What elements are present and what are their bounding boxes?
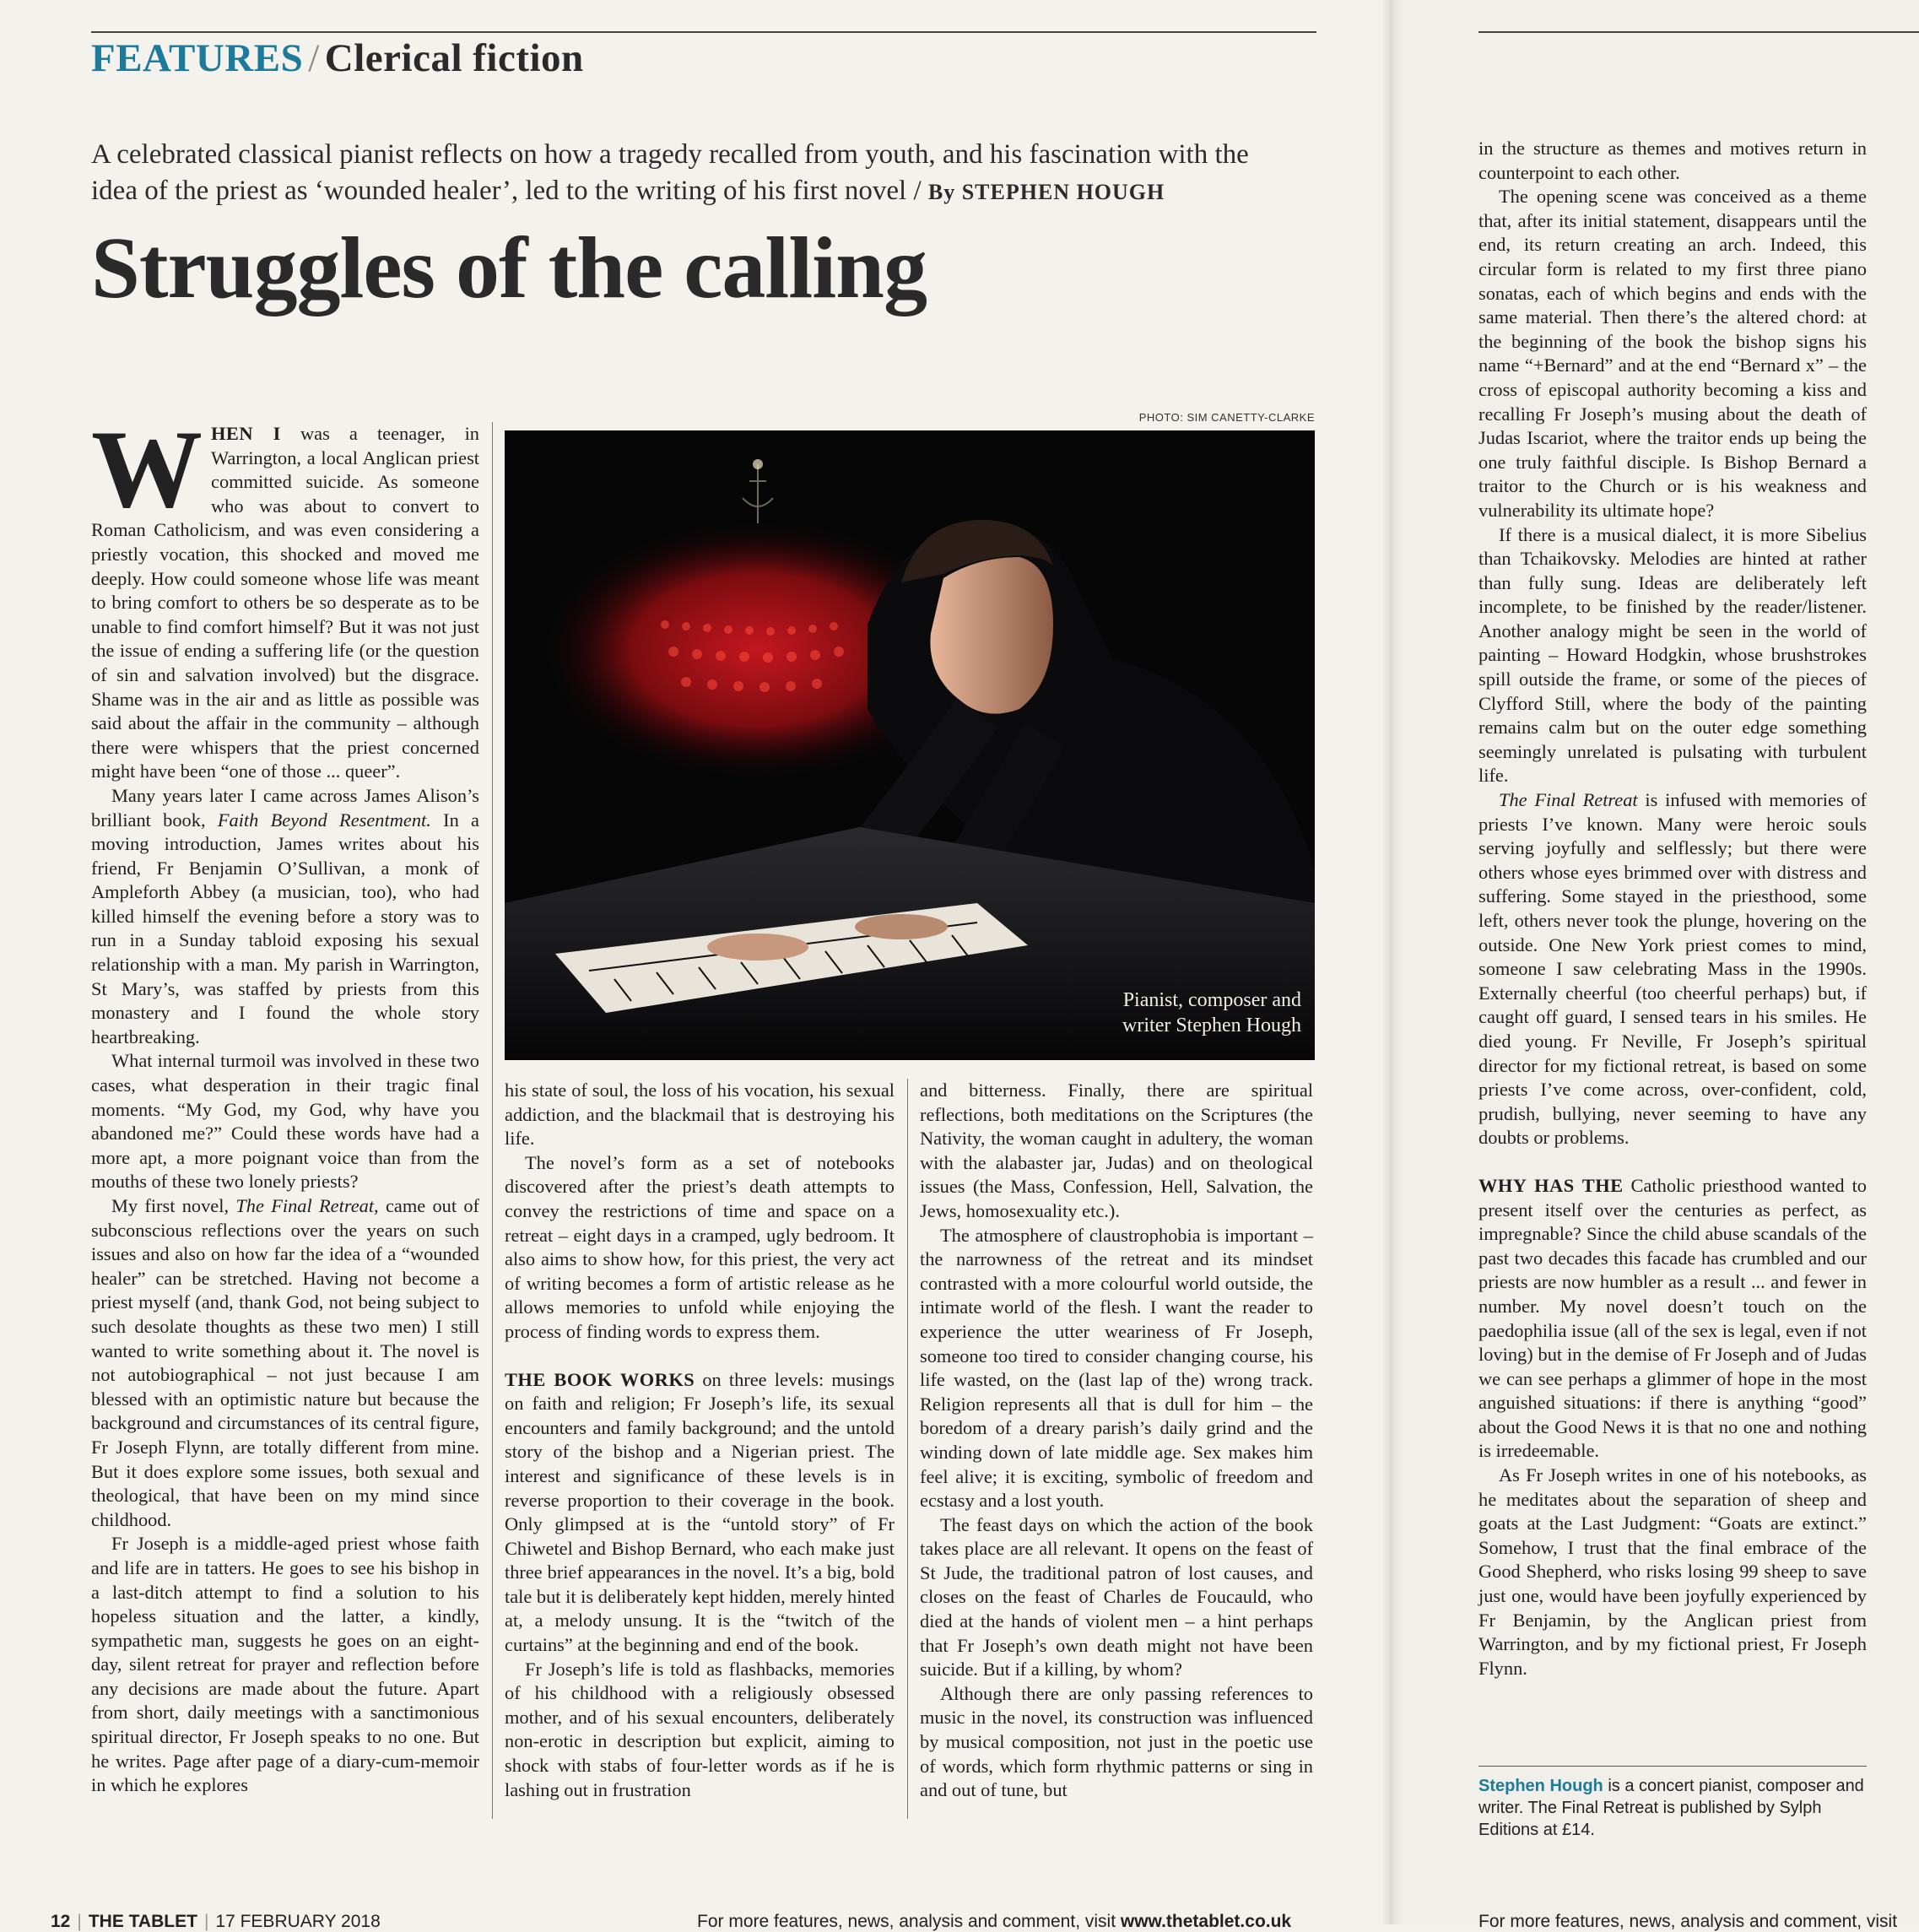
footer-promo-right (1478, 1912, 1897, 1932)
book-title: Faith Beyond Resentment. (217, 809, 431, 831)
kicker-separator: / (308, 36, 320, 80)
body-paragraph: The atmosphere of claustrophobia is important – the narrowness of the retreat and its mindset contrasted with a more colourful world outside, the intimate world of the flesh. I want the reader to experience the utter weariness of Fr Joseph, someone too tired to consider changing course, his life wasted, on the (last lap of the) wrong track. Religion represents all that is dull for him – the boredom of a dreary parish’s daily grind and the winding down of late middle age. Sex makes him feel alive; it is exciting, symbolic of freedom and ecstasy and a lost youth. (920, 1224, 1313, 1512)
top-rule-right (1478, 31, 1919, 33)
body-paragraph (1478, 788, 1867, 1150)
caption-line-1: Pianist, composer and (1122, 989, 1301, 1011)
paragraph-text: Catholic priesthood wanted to present itself over the centuries as perfect, as impregnable? Since the child abuse scandals of the past two decades this facade has crumbled and our priests are now humbler as a result ... and fewer in number. My novel doesn’t touch on the paedophilia issue (all of the sex is legal, even if not loving) but in the demise of Fr Joseph and of Judas we can see perhaps a glimmer of hope in the most anguished situations: if there is anything “good” about the Good News it is that no one and nothing is irredeemable. (1478, 1174, 1867, 1462)
section-lead-in: THE BOOK WORKS (505, 1368, 695, 1390)
folio: 12 | THE TABLET | 17 FEBRUARY 2018 (51, 1912, 381, 1931)
footer-promo (697, 1912, 1291, 1932)
body-paragraph: Fr Joseph is a middle-aged priest whose faith and life are in tatters. He goes to see his bishop in a last-ditch attempt to find a solution to his hopeless situation and the latter, a kindly, sympathetic man, suggests he goes on an eight-day, silent retreat for prayer and reflection before any decisions are made about the future. Apart from short, daily meetings with a sanctimonious spiritual director, Fr Joseph speaks to no one. But he writes. Page after page of a diary-cum-memoir in which he explores (91, 1533, 479, 1796)
headline: Struggles of the calling (91, 219, 927, 317)
body-paragraph: and bitterness. Finally, there are spiritual reflections, both meditations on the Scriptures (the Nativity, the woman caught in adultery, the woman with the alabaster jar, Judas) and on theological issues (the Mass, Confession, Hell, Salvation, the Jews, homosexuality etc.). (920, 1080, 1313, 1221)
issue-date: 17 FEBRUARY 2018 (215, 1912, 381, 1931)
body-paragraph (91, 784, 479, 1050)
author-name: Stephen Hough (1478, 1777, 1603, 1795)
body-paragraph: As Fr Joseph writes in one of his notebooks, as he meditates about the separation of sheep and goats at the Last Judgment: “Goats are extinct.” Somehow, I trust that the final embrace of the Good Shepherd, who risks losing 99 sheep to save just one, would have been joyfully experienced by Fr Benjamin, by the Anglican priest from Warrington, and by my fictional priest, Fr Joseph Flynn. (1478, 1464, 1867, 1679)
body-column-3 (920, 1079, 1313, 1803)
body-paragraph: Although there are only passing references to music in the novel, its construction was influenced by musical composition, not just in the poetic use of words, which form rhythmic patterns or sing in and out of tune, but (920, 1682, 1313, 1801)
section-kicker (91, 35, 584, 81)
byline: By STEPHEN HOUGH (927, 180, 1165, 204)
bio-text: is a concert pianist, composer and writer. The Final Retreat is published by Sylph Editions at £14. (1478, 1777, 1864, 1839)
body-paragraph (91, 407, 479, 784)
body-paragraph (91, 1194, 479, 1532)
book-title: The Final Retreat, (235, 1195, 379, 1216)
pianist-photo (505, 430, 1315, 1060)
paragraph-text: My first novel, (111, 1195, 236, 1216)
body-paragraph: If there is a musical dialect, it is more Sibelius than Tchaikovsky. Melodies are hinted at rather than fully sung. Ideas are deliberately left incomplete, to be finished by the reader/listener. Another analogy might be seen in the world of painting – Howard Hodgkin, whose brushstrokes spill outside the frame, or some of the pieces of Clyfford Still, where the body of the painting remains calm but on the outer edge something seemingly unrelated is pulsating with turbulent life. (1478, 523, 1867, 787)
paragraph-text: on three levels: musings on faith and religion; Fr Joseph’s life, its sexual encounters and family background; and the untold story of the bishop and a Nigerian priest. The interest and significance of these levels is in reverse proportion to their coverage in the book. Only glimpsed at is the “untold story” of Fr Chiwetel and Bishop Bernard, who each make just three brief appearances in the novel. It’s a big, bold tale but it is deliberately kept hidden, merely hinted at, a melody unsung. It is the “twitch of the curtains” at the beginning and end of the book. (505, 1368, 895, 1656)
column-rule-2 (907, 1079, 908, 1819)
publication-name: THE TABLET (88, 1912, 197, 1931)
paragraph-text: was a teenager, in Warrington, a local Anglican priest committed suicide. As someone who was about to convert to Roman Catholicism, and was even considering a priestly vocation, this shocked and moved me deeply. How could someone whose life was meant to bring comfort to others be so desperate as to be unable to find comfort himself? But it was not just the issue of ending a suffering life (or the question of sin and salvation involved) but the disgrace. Shame was in the air and as little as possible was said about the affair in the community – although there were whispers that the priest concerned might have been “one of those ... queer”. (91, 423, 479, 782)
body-paragraph: The feast days on which the action of the book takes place are all relevant. It opens on the feast of St Jude, the traditional patron of lost causes, and closes on the feast of Charles de Foucauld, who died at the hands of violent men – a hint perhaps that Fr Joseph’s own death might not have been suicide. But if a killing, by whom? (920, 1513, 1313, 1680)
body-paragraph: his state of soul, the loss of his vocation, his sexual addiction, and the blackmail that is destroying his life. (505, 1080, 895, 1150)
body-paragraph: The novel’s form as a set of notebooks discovered after the priest’s death attempts to convey the restrictions of time and space on a retreat – eight days in a cramped, ugly bedroom. It also aims to show how, for this priest, the very act of writing becomes a form of artistic release as he allows memories to unfold while enjoying the process of finding words to express them. (505, 1151, 895, 1342)
body-paragraph: in the structure as themes and motives return in counterpoint to each other. (1478, 138, 1867, 183)
top-rule-left (91, 31, 1316, 33)
author-bio (1478, 1775, 1867, 1841)
bio-rule (1478, 1766, 1867, 1767)
website-link[interactable]: www.thetablet.co.uk (1120, 1912, 1292, 1931)
body-paragraph (1478, 1174, 1867, 1464)
topic-label: Clerical fiction (324, 36, 584, 80)
paragraph-text: came out of subconscious reflections over the years on such issues and also on how far the idea of a “wounded healer” can be stretched. Having not become a priest myself (and, thank God, not being subject to such desolate thoughts as these two men) I still wanted to write something about it. The novel is not autobiographical – not just because I am blessed with an optimistic nature but because the background and circumstances of its central figure, Fr Joseph Flynn, are totally different from mine. But it does explore some issues, both sexual and theological, that have been on my mind since childhood. (91, 1195, 479, 1530)
promo-text-right: For more features, news, analysis and comment, visit (1478, 1912, 1898, 1931)
lead-in: HEN I (211, 423, 281, 444)
paragraph-text: Many years later I came across James Alison’s brilliant book, (91, 784, 479, 831)
body-column-1 (91, 407, 479, 1798)
body-paragraph: The opening scene was conceived as a theme that, after its initial statement, disappears until the end, its return creating an arch. Indeed, this circular form is related to my first three piano sonatas, each of which begins and ends with the same material. Then there’s the altered chord: at the beginning of the book the bishop signs his name “+Bernard” and at the end “Bernard x” – the cross of episcopal authority becoming a kiss and recalling Fr Joseph’s musing about the death of Judas Iscariot, where the traitor ends up being the one truly faithful disciple. Is Bishop Bernard a traitor to the Church or is his weakness and vulnerability its ultimate hope? (1478, 186, 1867, 521)
book-title: The Final Retreat (1499, 789, 1638, 811)
photo-credit: PHOTO: SIM CANETTY-CLARKE (1138, 411, 1315, 424)
page-gutter (1382, 0, 1403, 1924)
caption-line-2: writer Stephen Hough (1122, 1015, 1301, 1036)
paragraph-text: In a moving introduction, James writes about his friend, Fr Benjamin O’Sullivan, a monk of Ampleforth Abbey (a musician, too), who had killed himself the evening before a story was to run in a Sunday tabloid exposing his sexual relationship with a man. My parish in Warrington, St Mary’s, was staffed by priests from this monastery and I found the whole story heartbreaking. (91, 809, 479, 1047)
column-rule-1 (492, 422, 493, 1819)
body-paragraph: Fr Joseph’s life is told as flashbacks, memories of his childhood with a religiously obsessed mother, and of his sexual encounters, deliberately non-erotic in description but explicit, aiming to shock with stabs of four-letter words as if he is lashing out in frustration (505, 1658, 895, 1800)
promo-text: For more features, news, analysis and comment, visit (697, 1912, 1121, 1931)
page-number: 12 (51, 1912, 71, 1931)
standfirst-text: A celebrated classical pianist reflects on how a tragedy recalled from youth, and his fascination with the idea of the priest as ‘wounded healer’, led to the writing of his first novel / (91, 139, 1249, 206)
photo-caption (1122, 988, 1301, 1038)
body-column-4 (1478, 137, 1867, 1680)
body-paragraph: What internal turmoil was involved in these two cases, what desperation in their tragic final moments. “My God, my God, why have you abandoned me?” Could these words have had a more apt, a more poignant voice than from the mouths of these two lonely priests? (91, 1050, 479, 1193)
standfirst (91, 137, 1289, 210)
section-lead-in: WHY HAS THE (1478, 1174, 1624, 1196)
photo-illustration (505, 430, 1315, 1060)
drop-cap: W (91, 407, 203, 531)
section-label: FEATURES (91, 36, 304, 80)
body-column-2 (505, 1079, 895, 1802)
paragraph-text: is infused with memories of priests I’ve known. Many were heroic souls serving joyfully and selflessly; but there were others whose eyes brimmed over with distress and suffering. Some stayed in the priesthood, some left, others never took the plunge, hovering on the outside. One New York priest comes to mind, someone I saw celebrating Mass in the 1990s. Externally cheerful (too cheerful perhaps) but, if caught off guard, I sensed tears in his smiles. He died young. Fr Neville, Fr Joseph’s spiritual director for my fictional retreat, is based on some priests I’ve come across, over-confident, cold, prudish, bullying, never seeming to have any doubts or problems. (1478, 789, 1867, 1149)
body-paragraph (505, 1368, 895, 1658)
